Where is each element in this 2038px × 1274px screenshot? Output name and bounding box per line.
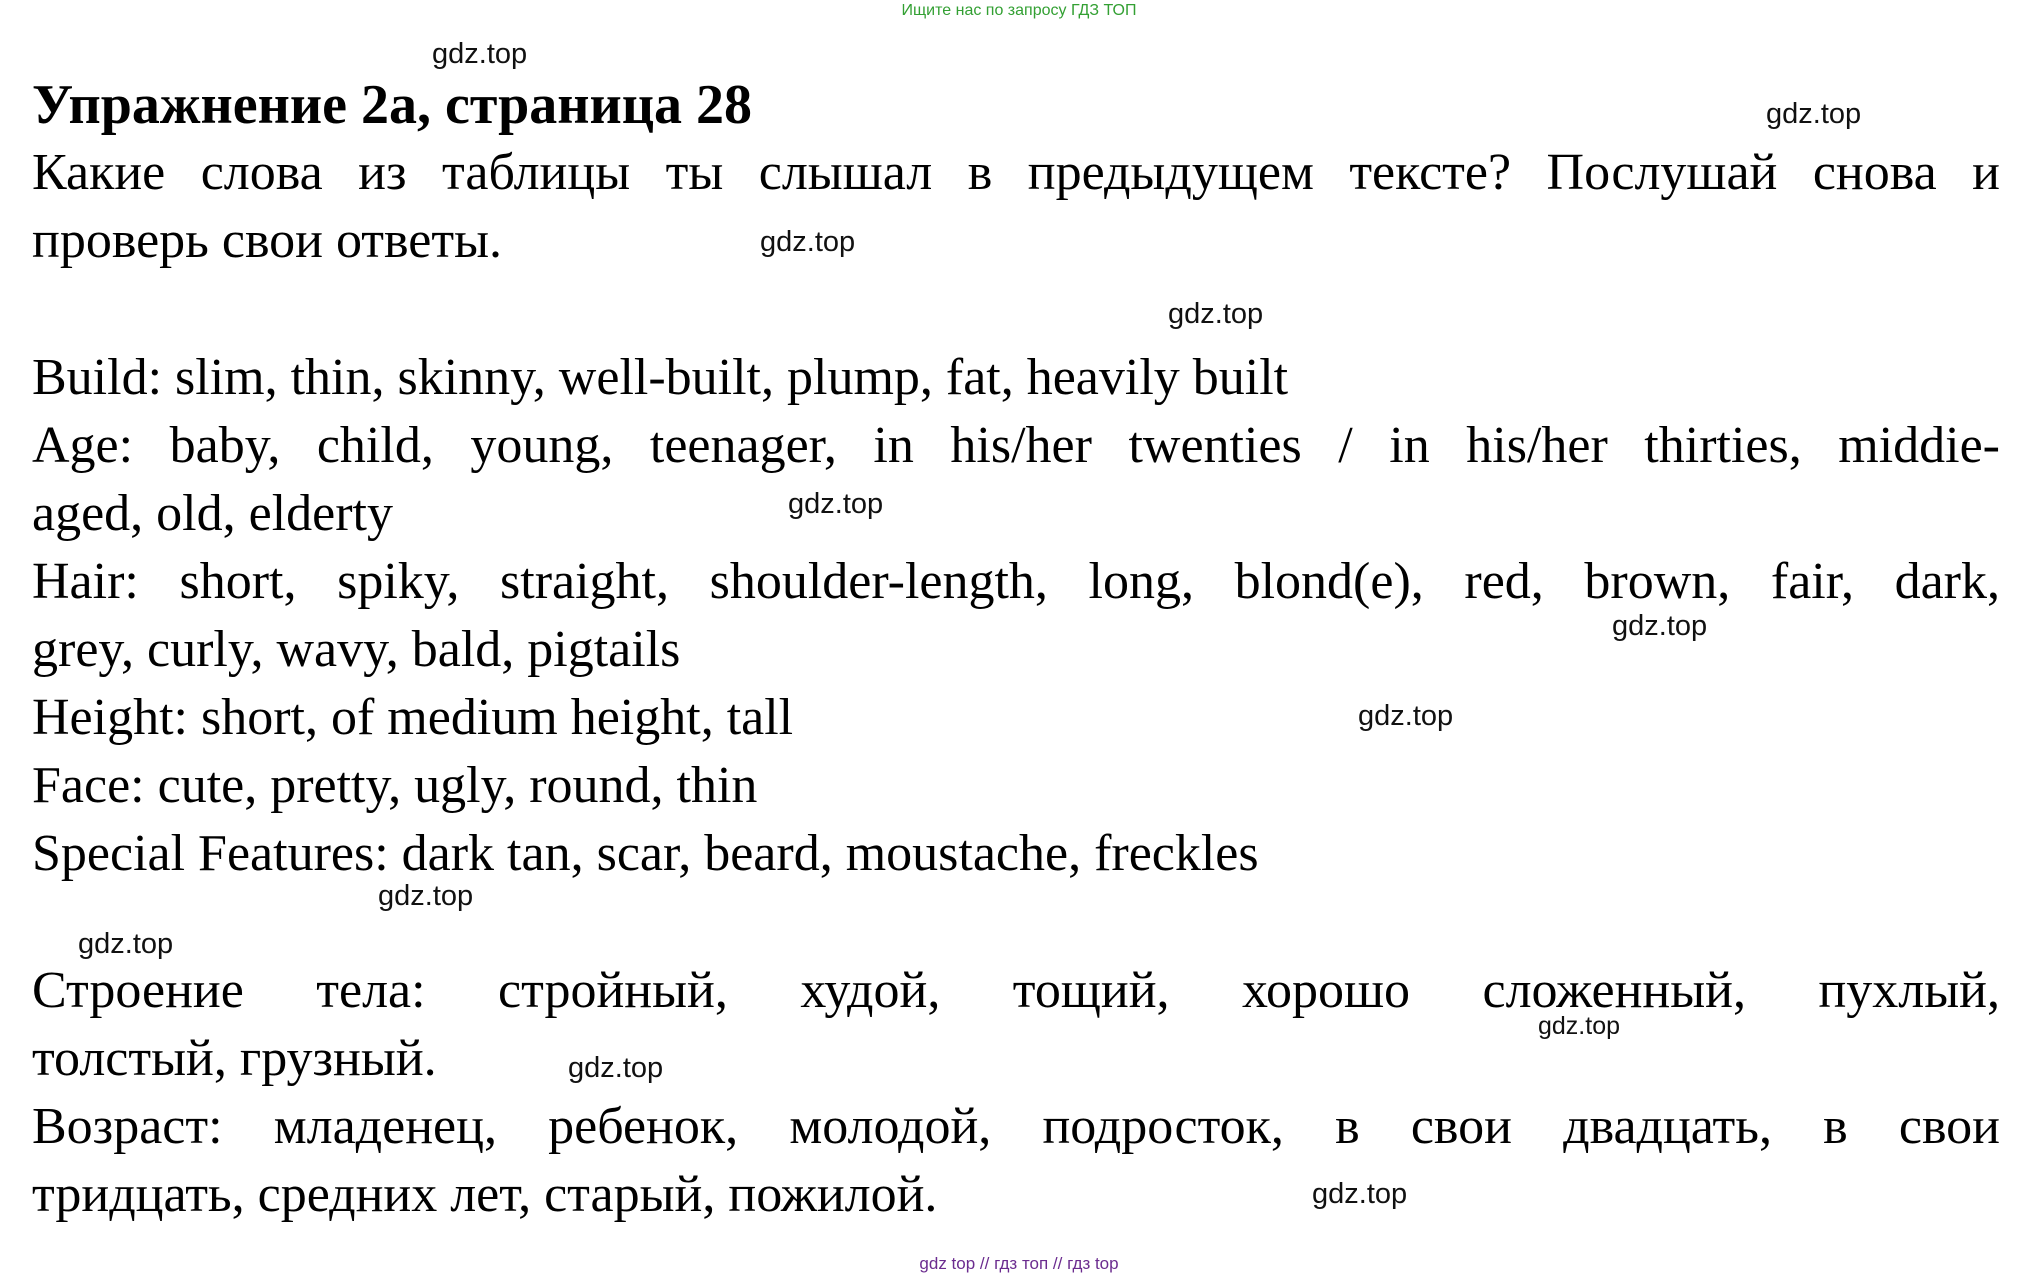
special-features-line: Special Features: dark tan, scar, beard, moustache, freckles bbox=[32, 825, 1259, 882]
top-banner[interactable]: Ищите нас по запросу ГДЗ ТОП bbox=[901, 2, 1137, 19]
age-line-2: aged, old, elderty bbox=[32, 485, 393, 542]
height-line: Height: short, of medium height, tall bbox=[32, 689, 794, 746]
watermark: gdz.top bbox=[78, 928, 174, 960]
ru-age-line-1: Возраст: младенец, ребенок, молодой, подросток, в свои двадцать, в свои bbox=[32, 1098, 2000, 1155]
hair-line-2: grey, curly, wavy, bald, pigtails bbox=[32, 621, 681, 678]
watermark: gdz.top bbox=[1766, 98, 1862, 130]
ru-build-line-1: Строение тела: стройный, худой, тощий, хорошо сложенный, пухлый, bbox=[32, 962, 2000, 1019]
watermark: gdz.top bbox=[1168, 298, 1264, 330]
page-title: Упражнение 2a, страница 28 bbox=[32, 74, 753, 136]
watermark: gdz.top bbox=[378, 880, 474, 912]
watermark: gdz.top bbox=[568, 1052, 664, 1084]
instruction-line-1: Какие слова из таблицы ты слышал в предыдущем тексте? Послушай снова и bbox=[32, 144, 2000, 201]
watermark: gdz.top bbox=[1312, 1178, 1408, 1210]
watermark: gdz.top bbox=[1612, 610, 1708, 642]
watermark: gdz.top bbox=[788, 488, 884, 520]
build-line: Build: slim, thin, skinny, well-built, plump, fat, heavily built bbox=[32, 349, 1289, 406]
hair-line-1: Hair: short, spiky, straight, shoulder-length, long, blond(e), red, brown, fair, dark, bbox=[32, 553, 2000, 610]
watermark: gdz.top bbox=[760, 226, 856, 258]
age-line-1: Age: baby, child, young, teenager, in his/her twenties / in his/her thirties, middie- bbox=[32, 417, 2000, 474]
ru-age-line-2: тридцать, средних лет, старый, пожилой. bbox=[32, 1166, 938, 1223]
footer-links[interactable]: gdz top // гдз топ // гдз top bbox=[919, 1254, 1119, 1273]
face-line: Face: cute, pretty, ugly, round, thin bbox=[32, 757, 758, 814]
watermark: gdz.top bbox=[1538, 1012, 1621, 1040]
watermark: gdz.top bbox=[1358, 700, 1454, 732]
ru-build-line-2: толстый, грузный. bbox=[32, 1030, 437, 1087]
instruction-line-2: проверь свои ответы. bbox=[32, 212, 503, 269]
watermark: gdz.top bbox=[432, 38, 528, 70]
